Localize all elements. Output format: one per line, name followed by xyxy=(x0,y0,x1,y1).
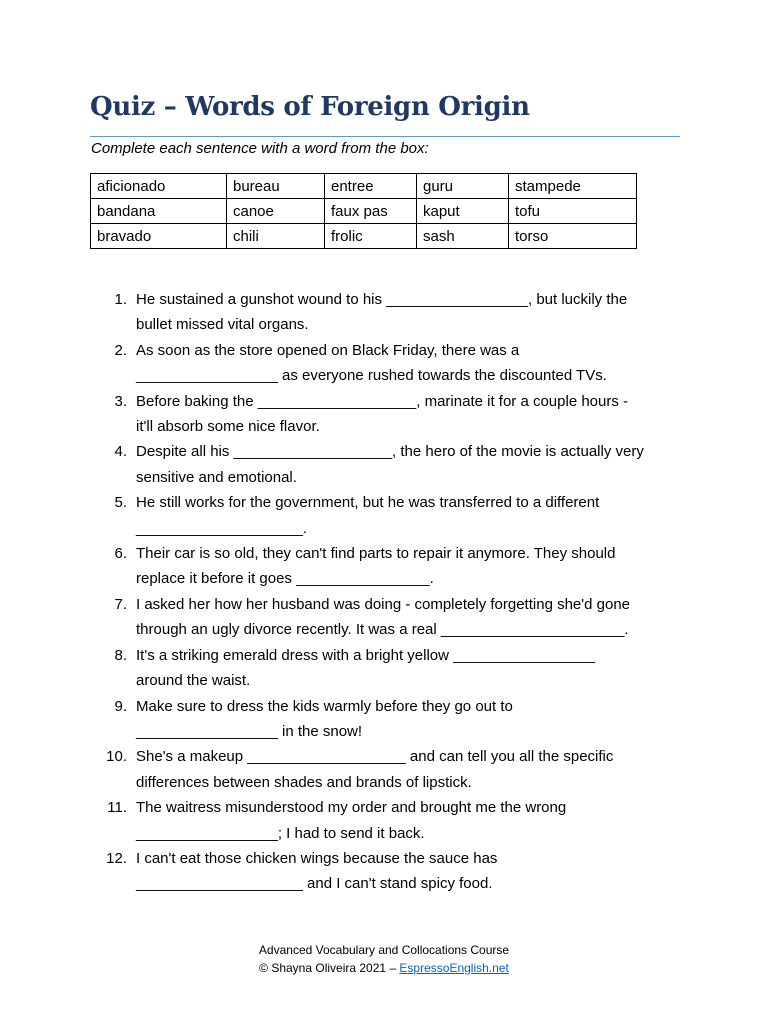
word-cell: bureau xyxy=(227,174,325,199)
word-box-row xyxy=(91,224,637,249)
question-item xyxy=(0,694,686,745)
word-cell: stampede xyxy=(509,174,637,199)
word-cell: tofu xyxy=(509,199,637,224)
word-cell: aficionado xyxy=(91,174,227,199)
question-number: 3. xyxy=(114,392,127,410)
question-line: Their car is so old, they can't find parts to repair it anymore. They should xyxy=(136,545,616,563)
question-item xyxy=(0,846,686,897)
question-line: He still works for the government, but he was transferred to a different xyxy=(136,494,600,512)
question-number: 8. xyxy=(114,646,127,664)
word-cell: torso xyxy=(509,224,637,249)
question-number: 11. xyxy=(107,799,127,817)
question-line: He sustained a gunshot wound to his _________________, but luckily the xyxy=(136,291,628,308)
word-box-row xyxy=(91,199,637,224)
word-cell: kaput xyxy=(417,199,509,224)
word-cell: bandana xyxy=(91,199,227,224)
question-number: 2. xyxy=(114,341,127,359)
question-item xyxy=(0,795,686,846)
copyright-text: © Shayna Oliveira 2021 – xyxy=(259,961,397,975)
word-cell: entree xyxy=(325,174,417,199)
question-number: 5. xyxy=(114,494,127,512)
question-number: 1. xyxy=(114,291,127,308)
question-item xyxy=(0,541,686,592)
question-item xyxy=(0,744,686,795)
question-line: ____________________. xyxy=(136,519,308,537)
question-line: _________________ in the snow! xyxy=(136,722,363,740)
question-number: 4. xyxy=(114,443,127,461)
word-cell: guru xyxy=(417,174,509,199)
word-cell: sash xyxy=(417,224,509,249)
word-cell: frolic xyxy=(325,224,417,249)
question-line: bullet missed vital organs. xyxy=(136,316,309,334)
question-line: I asked her how her husband was doing - completely forgetting she'd gone xyxy=(136,595,631,613)
question-line: replace it before it goes ________________. xyxy=(136,570,434,588)
question-line: ____________________ and I can't stand spicy food. xyxy=(136,875,493,893)
question-line: differences between shades and brands of lipstick. xyxy=(136,773,472,791)
title-underline xyxy=(90,136,680,137)
question-line: around the waist. xyxy=(136,672,251,690)
question-line: _________________ as everyone rushed towards the discounted TVs. xyxy=(136,367,607,385)
question-item xyxy=(0,592,686,643)
question-line: The waitress misunderstood my order and brought me the wrong xyxy=(136,799,567,817)
word-cell: chili xyxy=(227,224,325,249)
question-line: She's a makeup ___________________ and can tell you all the specific xyxy=(136,748,614,766)
question-number: 9. xyxy=(114,697,127,715)
question-line: through an ugly divorce recently. It was a real ______________________. xyxy=(136,621,629,639)
question-item xyxy=(0,389,686,440)
question-item xyxy=(0,643,686,694)
question-item xyxy=(0,490,686,541)
espresso-english-link[interactable]: EspressoEnglish.net xyxy=(399,961,509,975)
word-box-row xyxy=(91,174,637,199)
word-cell: canoe xyxy=(227,199,325,224)
question-line: Despite all his ___________________, the hero of the movie is actually very xyxy=(136,443,644,461)
question-number: 10. xyxy=(106,748,127,766)
word-box-table xyxy=(90,173,637,249)
question-line: As soon as the store opened on Black Friday, there was a xyxy=(136,341,520,359)
question-item xyxy=(0,338,686,389)
footer-copyright xyxy=(0,961,768,975)
question-line: Make sure to dress the kids warmly before they go out to xyxy=(136,697,513,715)
question-item xyxy=(0,287,686,338)
question-number: 12. xyxy=(106,849,127,867)
word-cell: bravado xyxy=(91,224,227,249)
question-line: it'll absorb some nice flavor. xyxy=(136,418,320,436)
question-number: 7. xyxy=(114,595,127,613)
question-line: It's a striking emerald dress with a bright yellow _________________ xyxy=(136,646,595,664)
question-line: sensitive and emotional. xyxy=(136,468,297,486)
word-cell: faux pas xyxy=(325,199,417,224)
page-title: Quiz – Words of Foreign Origin xyxy=(90,92,530,122)
question-line: I can't eat those chicken wings because the sauce has xyxy=(136,849,498,867)
question-list xyxy=(0,287,686,897)
instruction-text: Complete each sentence with a word from the box: xyxy=(91,140,429,157)
question-line: Before baking the ___________________, marinate it for a couple hours - xyxy=(136,392,629,410)
question-item xyxy=(0,439,686,490)
question-number: 6. xyxy=(114,545,127,563)
footer-course-name: Advanced Vocabulary and Collocations Course xyxy=(258,943,510,957)
question-line: _________________; I had to send it back. xyxy=(136,824,425,842)
